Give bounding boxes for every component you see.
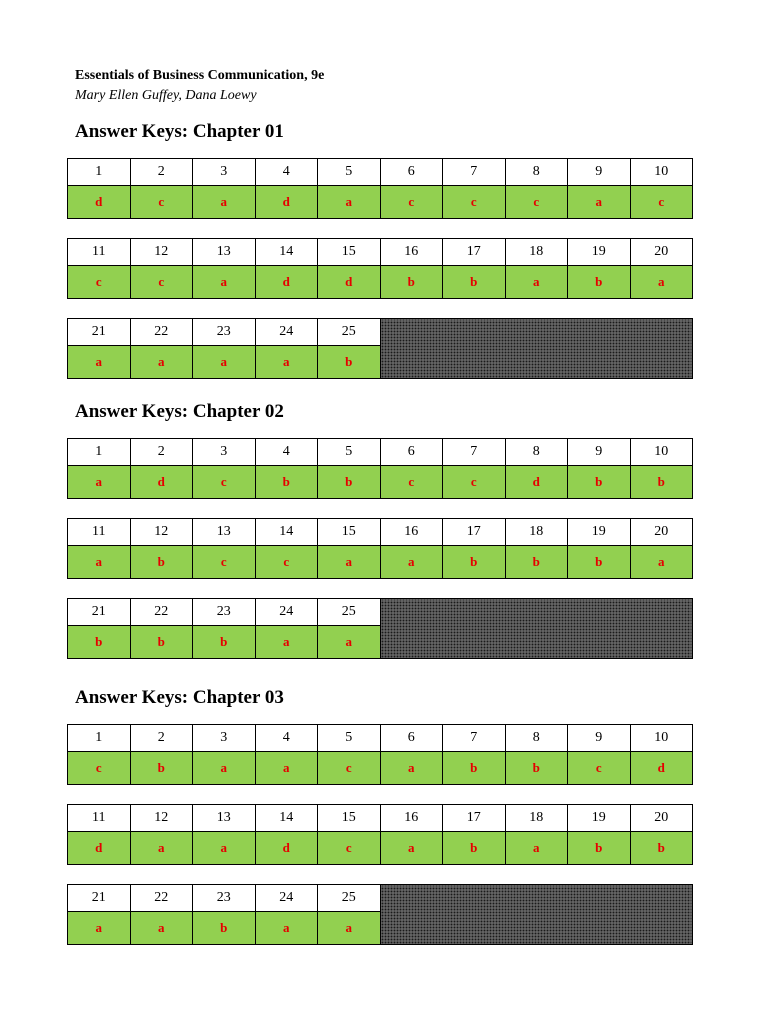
answer-cell	[193, 626, 256, 659]
question-number-cell: 11	[68, 239, 131, 266]
question-number-cell: 25	[318, 319, 381, 346]
answer-cell	[255, 266, 318, 299]
question-number-cell: 18	[505, 239, 568, 266]
answer-letter: b	[532, 554, 540, 569]
question-number-cell: 21	[68, 599, 131, 626]
answer-cell	[68, 626, 131, 659]
answer-letter: a	[95, 554, 102, 569]
answer-cell	[380, 832, 443, 865]
answer-row	[68, 832, 693, 865]
answer-letter: d	[282, 840, 290, 855]
question-number-cell: 10	[630, 159, 693, 186]
question-number-cell: 10	[630, 725, 693, 752]
question-number-cell: 20	[630, 805, 693, 832]
answer-cell	[505, 832, 568, 865]
answer-letter: a	[533, 274, 540, 289]
question-number-cell: 4	[255, 159, 318, 186]
question-number-cell: 9	[568, 439, 631, 466]
question-number-cell: 16	[380, 519, 443, 546]
question-number-cell: 21	[68, 319, 131, 346]
answer-letter: a	[595, 194, 602, 209]
filler-pattern-cell	[380, 319, 693, 379]
answer-cell	[255, 912, 318, 945]
question-number-cell: 17	[443, 519, 506, 546]
question-number-cell: 23	[193, 319, 256, 346]
question-number-cell: 2	[130, 725, 193, 752]
question-number-cell: 6	[380, 725, 443, 752]
filler-pattern-cell	[380, 885, 693, 945]
answer-cell	[568, 266, 631, 299]
answer-cell	[68, 266, 131, 299]
answer-cell	[318, 752, 381, 785]
answer-letter: a	[658, 554, 665, 569]
question-number-cell: 3	[193, 159, 256, 186]
answer-letter: c	[95, 274, 102, 289]
answer-cell	[255, 752, 318, 785]
answer-letter: b	[470, 760, 478, 775]
question-number-cell: 22	[130, 885, 193, 912]
answer-letter: c	[95, 760, 102, 775]
answer-cell	[318, 466, 381, 499]
question-number-cell: 16	[380, 805, 443, 832]
answer-cell	[630, 752, 693, 785]
question-number-cell: 11	[68, 805, 131, 832]
answer-cell	[318, 546, 381, 579]
answer-letter: b	[345, 354, 353, 369]
answer-table	[67, 238, 693, 299]
answer-letter: a	[220, 840, 227, 855]
question-number-cell: 18	[505, 805, 568, 832]
filler-pattern-cell	[380, 599, 693, 659]
answer-letter: c	[408, 474, 415, 489]
answer-cell	[255, 546, 318, 579]
question-number-cell: 19	[568, 805, 631, 832]
answer-letter: d	[157, 474, 165, 489]
answer-letter: c	[658, 194, 665, 209]
answer-table	[67, 884, 693, 945]
answer-cell	[130, 912, 193, 945]
answer-letter: b	[95, 634, 103, 649]
question-number-cell: 24	[255, 885, 318, 912]
question-number-row	[68, 599, 693, 626]
answer-cell	[130, 626, 193, 659]
question-number-cell: 10	[630, 439, 693, 466]
chapter-heading: Answer Keys: Chapter 02	[75, 401, 284, 422]
answer-cell	[443, 266, 506, 299]
answer-letter: a	[220, 760, 227, 775]
question-number-cell: 6	[380, 159, 443, 186]
question-number-cell: 3	[193, 725, 256, 752]
answer-row	[68, 466, 693, 499]
question-number-cell: 8	[505, 439, 568, 466]
question-number-cell: 14	[255, 805, 318, 832]
question-number-cell: 18	[505, 519, 568, 546]
answer-cell	[68, 912, 131, 945]
question-number-row	[68, 159, 693, 186]
question-number-cell: 3	[193, 439, 256, 466]
question-number-cell: 22	[130, 319, 193, 346]
question-number-cell: 12	[130, 519, 193, 546]
answer-cell	[255, 466, 318, 499]
question-number-row	[68, 519, 693, 546]
answer-letter: a	[345, 194, 352, 209]
answer-letter: d	[282, 274, 290, 289]
answer-letter: a	[220, 194, 227, 209]
answer-cell	[443, 466, 506, 499]
question-number-cell: 5	[318, 159, 381, 186]
answer-table	[67, 518, 693, 579]
answer-row	[68, 546, 693, 579]
answer-cell	[68, 186, 131, 219]
answer-letter: d	[282, 194, 290, 209]
answer-cell	[443, 186, 506, 219]
answer-cell	[193, 752, 256, 785]
answer-letter: b	[595, 474, 603, 489]
answer-cell	[630, 266, 693, 299]
answer-letter: b	[282, 474, 290, 489]
answer-letter: c	[220, 554, 227, 569]
answer-cell	[193, 266, 256, 299]
answer-table	[67, 598, 693, 659]
answer-cell	[318, 626, 381, 659]
answer-cell	[68, 346, 131, 379]
question-number-cell: 2	[130, 159, 193, 186]
question-number-cell: 25	[318, 885, 381, 912]
answer-cell	[380, 752, 443, 785]
question-number-cell: 23	[193, 885, 256, 912]
answer-cell	[318, 266, 381, 299]
answer-letter: d	[532, 474, 540, 489]
answer-cell	[193, 832, 256, 865]
answer-cell	[568, 546, 631, 579]
question-number-cell: 21	[68, 885, 131, 912]
answer-letter: c	[283, 554, 290, 569]
question-number-cell: 25	[318, 599, 381, 626]
answer-letter: c	[533, 194, 540, 209]
question-number-cell: 19	[568, 519, 631, 546]
question-number-cell: 24	[255, 319, 318, 346]
question-number-cell: 4	[255, 439, 318, 466]
answer-cell	[68, 832, 131, 865]
question-number-row	[68, 885, 693, 912]
answer-letter: a	[95, 474, 102, 489]
answer-letter: a	[345, 920, 352, 935]
answer-letter: c	[158, 274, 165, 289]
answer-cell	[130, 466, 193, 499]
question-number-cell: 9	[568, 159, 631, 186]
answer-letter: b	[407, 274, 415, 289]
answer-letter: b	[595, 274, 603, 289]
question-number-cell: 5	[318, 725, 381, 752]
answer-cell	[193, 912, 256, 945]
answer-letter: d	[95, 194, 103, 209]
book-authors: Mary Ellen Guffey, Dana Loewy	[75, 88, 257, 103]
answer-cell	[318, 832, 381, 865]
answer-cell	[505, 546, 568, 579]
answer-table	[67, 158, 693, 219]
question-number-row	[68, 439, 693, 466]
answer-letter: a	[283, 920, 290, 935]
question-number-cell: 14	[255, 239, 318, 266]
question-number-cell: 7	[443, 159, 506, 186]
question-number-cell: 13	[193, 805, 256, 832]
question-number-row	[68, 239, 693, 266]
answer-cell	[255, 626, 318, 659]
answer-letter: a	[158, 920, 165, 935]
question-number-cell: 20	[630, 519, 693, 546]
question-number-cell: 17	[443, 805, 506, 832]
question-number-cell: 11	[68, 519, 131, 546]
answer-letter: b	[595, 840, 603, 855]
answer-letter: a	[283, 354, 290, 369]
answer-cell	[505, 752, 568, 785]
answer-cell	[193, 346, 256, 379]
answer-letter: a	[95, 920, 102, 935]
answer-table	[67, 804, 693, 865]
question-number-cell: 15	[318, 805, 381, 832]
answer-letter: b	[157, 554, 165, 569]
answer-cell	[630, 466, 693, 499]
answer-letter: a	[345, 554, 352, 569]
answer-cell	[380, 546, 443, 579]
answer-letter: a	[408, 554, 415, 569]
answer-cell	[380, 186, 443, 219]
question-number-row	[68, 805, 693, 832]
answer-letter: a	[220, 274, 227, 289]
answer-letter: b	[345, 474, 353, 489]
answer-letter: a	[283, 760, 290, 775]
question-number-cell: 20	[630, 239, 693, 266]
question-number-cell: 22	[130, 599, 193, 626]
question-number-cell: 16	[380, 239, 443, 266]
answer-letter: c	[345, 760, 352, 775]
question-number-cell: 1	[68, 159, 131, 186]
question-number-row	[68, 319, 693, 346]
question-number-row	[68, 725, 693, 752]
answer-letter: b	[157, 760, 165, 775]
answer-cell	[505, 266, 568, 299]
answer-cell	[443, 832, 506, 865]
answer-cell	[568, 832, 631, 865]
answer-cell	[630, 186, 693, 219]
answer-cell	[568, 186, 631, 219]
answer-cell	[193, 186, 256, 219]
answer-cell	[318, 912, 381, 945]
question-number-cell: 17	[443, 239, 506, 266]
question-number-cell: 23	[193, 599, 256, 626]
answer-letter: c	[345, 840, 352, 855]
answer-letter: b	[470, 840, 478, 855]
book-title: Essentials of Business Communication, 9e	[75, 68, 325, 83]
question-number-cell: 24	[255, 599, 318, 626]
question-number-cell: 9	[568, 725, 631, 752]
answer-cell	[130, 752, 193, 785]
answer-letter: b	[220, 634, 228, 649]
question-number-cell: 8	[505, 725, 568, 752]
answer-cell	[130, 186, 193, 219]
answer-letter: b	[532, 760, 540, 775]
answer-letter: a	[158, 840, 165, 855]
answer-row	[68, 186, 693, 219]
answer-letter: b	[657, 840, 665, 855]
answer-letter: d	[345, 274, 353, 289]
answer-cell	[505, 466, 568, 499]
question-number-cell: 7	[443, 725, 506, 752]
answer-cell	[193, 546, 256, 579]
answer-cell	[568, 752, 631, 785]
answer-row	[68, 266, 693, 299]
answer-cell	[380, 466, 443, 499]
answer-letter: b	[470, 554, 478, 569]
question-number-cell: 13	[193, 519, 256, 546]
question-number-cell: 4	[255, 725, 318, 752]
answer-cell	[130, 832, 193, 865]
answer-letter: c	[158, 194, 165, 209]
answer-cell	[68, 752, 131, 785]
answer-cell	[193, 466, 256, 499]
answer-letter: c	[595, 760, 602, 775]
question-number-cell: 13	[193, 239, 256, 266]
question-number-cell: 12	[130, 805, 193, 832]
answer-letter: b	[595, 554, 603, 569]
answer-letter: c	[470, 194, 477, 209]
answer-cell	[68, 546, 131, 579]
answer-letter: a	[158, 354, 165, 369]
question-number-cell: 1	[68, 725, 131, 752]
answer-letter: d	[657, 760, 665, 775]
answer-cell	[568, 466, 631, 499]
answer-cell	[255, 832, 318, 865]
answer-letter: b	[157, 634, 165, 649]
answer-letter: a	[408, 840, 415, 855]
answer-cell	[68, 466, 131, 499]
answer-cell	[380, 266, 443, 299]
answer-letter: d	[95, 840, 103, 855]
question-number-cell: 5	[318, 439, 381, 466]
answer-cell	[130, 346, 193, 379]
question-number-cell: 19	[568, 239, 631, 266]
answer-letter: c	[470, 474, 477, 489]
answer-letter: a	[95, 354, 102, 369]
question-number-cell: 12	[130, 239, 193, 266]
answer-letter: a	[658, 274, 665, 289]
question-number-cell: 6	[380, 439, 443, 466]
answer-cell	[318, 346, 381, 379]
chapter-heading: Answer Keys: Chapter 03	[75, 687, 284, 708]
chapter-heading: Answer Keys: Chapter 01	[75, 121, 284, 142]
answer-letter: a	[533, 840, 540, 855]
question-number-cell: 15	[318, 519, 381, 546]
answer-letter: c	[408, 194, 415, 209]
answer-letter: b	[220, 920, 228, 935]
answer-cell	[318, 186, 381, 219]
answer-cell	[130, 546, 193, 579]
question-number-cell: 7	[443, 439, 506, 466]
answer-letter: a	[283, 634, 290, 649]
question-number-cell: 1	[68, 439, 131, 466]
answer-letter: b	[657, 474, 665, 489]
answer-letter: a	[220, 354, 227, 369]
answer-letter: b	[470, 274, 478, 289]
answer-cell	[130, 266, 193, 299]
answer-letter: a	[408, 760, 415, 775]
answer-cell	[630, 832, 693, 865]
answer-cell	[255, 346, 318, 379]
answer-row	[68, 752, 693, 785]
answer-letter: c	[220, 474, 227, 489]
question-number-cell: 2	[130, 439, 193, 466]
question-number-cell: 15	[318, 239, 381, 266]
answer-cell	[443, 752, 506, 785]
answer-cell	[443, 546, 506, 579]
answer-cell	[255, 186, 318, 219]
answer-table	[67, 318, 693, 379]
answer-cell	[505, 186, 568, 219]
question-number-cell: 8	[505, 159, 568, 186]
question-number-cell: 14	[255, 519, 318, 546]
answer-table	[67, 724, 693, 785]
answer-cell	[630, 546, 693, 579]
answer-letter: a	[345, 634, 352, 649]
answer-table	[67, 438, 693, 499]
